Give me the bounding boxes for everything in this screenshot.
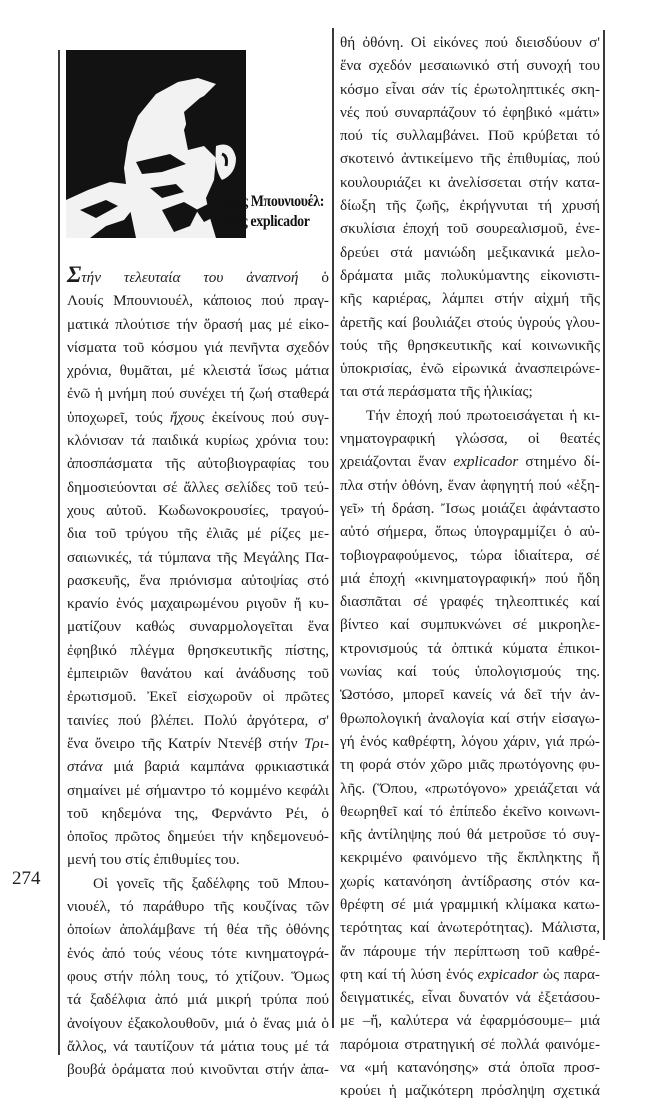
text-line: δρεύει στά μανιώδη μεξικανικά μελο- <box>340 243 600 261</box>
text-line: δράματα μιᾶς πολυκύμαντης εἰκονιστι- <box>340 266 600 284</box>
text-line: κεκριμένο φαινόμενο τῆς ἔκπληκτης ἤ <box>340 849 600 867</box>
text-line: ται στά περάσματα τῆς ἡλικίας; <box>340 383 533 401</box>
caption-subtitle: μέγας explicador <box>215 213 310 230</box>
photo-caption <box>215 192 323 232</box>
text-line: κῆς καριέρας, λάμπει στήν αἰχμή τῆς <box>340 290 600 308</box>
italic-lead: τήν τελευταία του ἀναπνοή <box>81 269 299 286</box>
text-line: Στήν τελευταία του ἀναπνοή ὁ <box>67 262 329 287</box>
text-line: Οἱ γονεῖς τῆς ξαδέλφης τοῦ Μπου- <box>93 874 329 892</box>
text-line: γή ἑνός καθρέφτη, λόγου χάριν, γιά πρώ- <box>340 732 600 750</box>
text-line: ματίζουν καθώς συναρμολογεῖται ἕνα <box>67 618 329 636</box>
text-line: ἀνοίγουν ἐξακολουθοῦν, μιά ὁ ἕνας μιά ὁ <box>67 1014 329 1032</box>
text-line: σκυλίσια ἐποχή τοῦ σουρεαλισμοῦ, ἐνε- <box>340 220 600 238</box>
text-line: λῆς. (Ὅπου, «πρωτόγονο» χρειάζεται νά <box>340 779 600 797</box>
italic-term: expicador <box>477 965 539 983</box>
text-line: ὁποῖος πρῶτος δημεύει τήν κηδεμονευό- <box>67 828 329 846</box>
text-line: κουλουριάζει κι ἀνελίσσεται στήν κατα- <box>340 173 600 191</box>
text-line: δειγματικές, εἶναι δυνατόν νά ἐξετάσου- <box>340 989 600 1007</box>
text-line: χρόνια, θυμᾶται, μέ κλειστά ἴσως μάτια <box>67 362 329 380</box>
text-line: κρούει ἡ μαζικότερη πρόσληψη σχετικά <box>340 1082 600 1100</box>
text-line: νίσματα τοῦ κόσμου γιά πενῆντα σχεδόν <box>67 338 329 356</box>
text-line: πού τίς συλλαμβάνει. Ποῦ κρύβεται τό <box>340 127 600 145</box>
text-line: φτη καί τή λύση ἑνός expicador ὡς παρα- <box>340 965 600 983</box>
page-number: 274 <box>12 868 41 889</box>
article-column-left <box>67 263 329 1081</box>
text-line: σκοτεινό ἀντικείμενο τῆς ἐπιθυμίας, πού <box>340 150 600 168</box>
text-line: να «μή κατανόησης» στά ὁποῖα προσ- <box>340 1059 600 1077</box>
text-line: Λουίς Μπουνιουέλ, κάποιος πού πραγ- <box>67 292 329 310</box>
text-line: φους στήν πόλη τους, τό χτίζουν. Ὅμως <box>67 967 329 985</box>
left-column-rule <box>58 50 60 1055</box>
text-line: κτρονισμούς τά ὀπτικά κύματα ἐπικοι- <box>340 639 600 657</box>
text-line: παρόμοια στρατηγική σέ πολλά φαινόμε- <box>340 1035 600 1053</box>
text-line: στάνα μιά βαριά καμπάνα φρικιαστικά <box>67 758 329 776</box>
text-line: θρωπολογική ἀναλογία καί στήν εἰσαγω- <box>340 709 600 727</box>
italic-term: ἤχους <box>169 408 205 426</box>
text-line: κῆς ἀντίληψης πού θά μετροῦσε τό συγ- <box>340 826 600 844</box>
text-line: κόσμο εἶναι σάν τίς ἐρωτοληπτικές σκη- <box>340 80 600 98</box>
text-line: χωρίς κατανόηση ἀντίδρασης στόν κα- <box>340 872 600 890</box>
text-line: διασπᾶται σέ γραφές τηλεοπτικές καί <box>340 593 600 611</box>
text-line: Ὡστόσο, μπορεῖ κανείς νά δεῖ τήν ἀν- <box>340 686 600 704</box>
text-line: ἐφηβικό πλέγμα θρησκευτικῆς πίστης, <box>67 641 329 659</box>
text-line: νιουέλ, τό παράθυρο τῆς κουζίνας τῶν <box>67 898 329 916</box>
text-line: γεῖ» τή δράση. Ἴσως μοιάζει ἀφάνταστο <box>340 499 600 517</box>
text-line: ὑποχωρεῖ, τούς ἤχους ἐκείνους πού συγ- <box>67 408 329 426</box>
text-line: ταινίες πού βλέπει. Πολύ ἀργότερα, σ' <box>67 711 329 729</box>
text-line: θή ὀθόνη. Οἱ εἰκόνες πού διεισδύουν σ' <box>340 34 600 51</box>
text-line: ρασκευῆς, ἕνα πριόνισμα αὐτοψίας στό <box>67 571 329 589</box>
text-line: ἄλλος, νά ταυτίζουν τά μάτια τους μέ τά <box>67 1037 329 1055</box>
text-line: νηματογραφική γλώσσα, οἱ θεατές <box>340 430 600 448</box>
italic-term: στάνα <box>67 758 103 776</box>
text-line: σαιωνικές, τά τύμπανα τῆς Μεγάλης Πα- <box>67 548 329 566</box>
text-line: χρειάζονται ἕναν explicador στημένο δί- <box>340 453 600 471</box>
text-line: ἕνα ὄνειρο τῆς Κατρίν Ντενέβ στήν Τρι- <box>67 734 329 752</box>
text-line: τά ξαδέλφια ἀπό μιά μικρή τρύπα πού <box>67 991 329 1009</box>
text-line: ἐνῶ ἡ μνήμη πού συνέχει τή ζωή σταθερά <box>67 385 329 403</box>
text-line: ματικά πλούτισε τήν ὅρασή μας μέ εἰκο- <box>67 315 329 333</box>
text-line: ἄν πάρουμε τήν περίπτωση τοῦ καθρέ- <box>340 942 600 960</box>
text-line: ἀρετῆς καί βουλιάζει στούς ὑγρούς γλου- <box>340 313 600 331</box>
text-line: ἐρωτισμοῦ. Ἐκεῖ εἰσχωροῦν οἱ πρῶτες <box>67 688 329 706</box>
text-line: θρέφτη σέ μιά γραμμική κλίμακα κατω- <box>340 895 600 913</box>
italic-term: explicador <box>453 453 519 471</box>
text-line: δια τοῦ τρύγου τῆς ἐλιᾶς μέ ρίζες με- <box>67 525 329 543</box>
text-line: Τήν ἐποχή πού πρωτοεισάγεται ἡ κι- <box>366 406 600 424</box>
text-line: μιά ἐποχή «κινηματογραφική» πού ἤδη <box>340 569 600 587</box>
text-line: ὁποίων ἀπολάμβανε τή θέα τῆς ὀθόνης <box>67 921 329 939</box>
text-line: με –ἤ, καλύτερα νά ἐφαρμόσουμε– μιά <box>340 1012 600 1030</box>
text-line: ἀποσπάσματα τῆς αὐτοβιογραφίας του <box>67 455 329 473</box>
right-column-rule <box>603 30 605 940</box>
text-line: μενή του στίς ἐπιθυμίες του. <box>67 851 240 869</box>
text-line: τερότητας καί ἀνωτερότητας). Μάλιστα, <box>340 919 600 937</box>
text-line: τούς τῆς θρησκευτικῆς καί κοινωνικῆς <box>340 336 600 354</box>
text-line: δίωξη τῆς ζωῆς, ἐκρήγνυται τή χρυσή <box>340 197 600 215</box>
text-line: σημαίνει μέ σήμαντρο τό κομμένο κεφάλι <box>67 781 329 799</box>
text-line: χους αὐτοῦ. Κωδωνοκρουσίες, τραγού- <box>67 501 329 519</box>
text-line: νές πού συναρπάζουν τό ἐφηβικό «μάτι» <box>340 103 600 121</box>
drop-cap: Σ <box>67 262 82 287</box>
text-line: τοβιογραφούμενος, τώρα ἰδιαίτερα, σέ <box>340 546 600 564</box>
italic-term: Τρι- <box>303 734 329 752</box>
text-line: κρανίο ἑνός μαχαιρωμένου ριγοῦν ἤ κυ- <box>67 595 329 613</box>
text-line: τη φορά στόν χῶρο μιᾶς πρωτόγονης φυ- <box>340 756 600 774</box>
text-line: βουβά ὁράματα πού κινοῦνται στήν ἀπα- <box>67 1061 329 1079</box>
center-column-rule <box>332 28 334 1028</box>
text-line: πλα στήν ὀθόνη, ἕναν ἀφηγητή πού «ἐξη- <box>340 476 600 494</box>
article-column-right <box>340 31 600 1103</box>
text-line: ἐμπειριῶν θανάτου καί ἀνάδυσης τοῦ <box>67 665 329 683</box>
text-line: ἑνός ἀπό τούς νέους τότε κινηματογρά- <box>67 944 329 962</box>
text-line: νωνίας καί τούς ὑπολογισμούς της. <box>340 663 600 681</box>
caption-name: Λουίς Μπουνιουέλ: <box>215 193 325 210</box>
text-line: κλόνισαν τά παιδικά κυρίως χρόνια του: <box>67 432 329 450</box>
text-line: αὐτό σήμερα, ὅπως ὑπογραμμίζει ὁ αὐ- <box>340 523 600 541</box>
text-line: ὑποκρισίας, ἐνῶ εἰρωνικά ἀνασπειρώνε- <box>340 360 600 378</box>
text-line: ἕνα σχεδόν μεσαιωνικό στή συνοχή του <box>340 57 600 75</box>
text-line: βίντεο καί συμπυκνώνει σέ μικροηλε- <box>340 616 600 634</box>
text-line: δημοσιεύονται σέ ἄλλες σελίδες τοῦ τεύ- <box>67 478 329 496</box>
text-line: τοῦ κηδεμόνα της, Φερνάντο Ρέι, ὁ <box>67 804 329 822</box>
text-line: θεωρηθεῖ καί τό ἐπίπεδο ἐκεῖνο κοινωνι- <box>340 802 600 820</box>
